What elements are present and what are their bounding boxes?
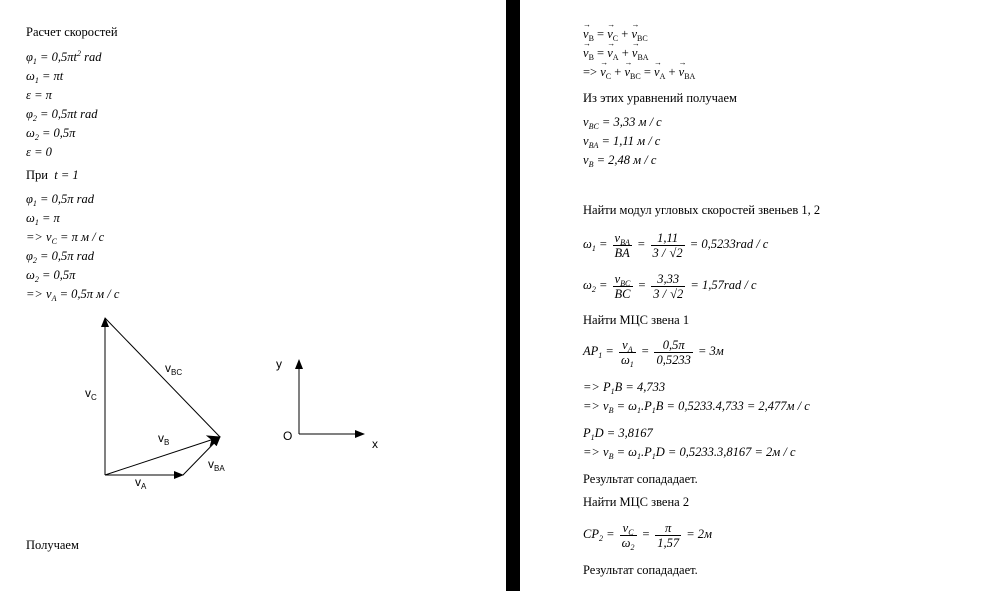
vba-label: $v_{BA}$ — [208, 457, 225, 473]
eps1-formula: ε = π — [26, 88, 52, 102]
omega1-calc: $\omega_1$ = $\frac{v_{BA}}{BA}$ = $\frac{1,11}{3 / √2}$ = 0,5233rad / с — [583, 230, 769, 260]
phi2-formula: $\varphi_2 = 0,5\pi t$ rad — [26, 107, 98, 123]
phi1-at-t1: $\varphi_1 = 0,5\pi$ rad — [26, 192, 94, 208]
vc-label: $v_C$ — [85, 386, 97, 402]
vbc-label: $v_{BC}$ — [165, 361, 183, 377]
p1b-result: => $P_1B = 4,733$ — [583, 380, 666, 396]
vbc-value: $v_{BC} = 3,33$ м / с — [583, 115, 662, 131]
va-result: => $v_A = 0,5\pi$ м / с — [26, 287, 120, 303]
vba-value: $v_{BA} = 1,11$ м / с — [583, 134, 661, 150]
t1-line: При t = 1 — [26, 168, 79, 182]
vector-eq-2: → $v_B$ = → $v_A$ + → $v_{BA}$ — [583, 46, 649, 60]
va-label: $v_A$ — [135, 475, 147, 491]
angular-heading: Найти модул угловых скоростей звеньев 1, 2 — [583, 203, 821, 217]
match-text-2: Результат сопададает. — [583, 563, 698, 577]
right-page — [520, 0, 1000, 591]
vc-result: => $v_C = \pi$ м / с — [26, 230, 105, 246]
page-divider — [506, 0, 520, 591]
omega2-formula: $\omega_2 = 0,5\pi$ — [26, 126, 76, 142]
equations-heading: Из этих уравнений получаем — [583, 91, 737, 105]
section-title: Расчет скоростей — [26, 25, 118, 39]
omega2-calc: $\omega_2$ = $\frac{v_{BC}}{BC}$ = $\frac{3,33}{3 / √2}$ = 1,57rad / с — [583, 271, 757, 301]
y-axis-label: y — [276, 357, 282, 371]
vbc-vector — [105, 318, 220, 437]
x-axis-label: x — [372, 437, 378, 451]
phi2-at-t1: $\varphi_2 = 0,5\pi$ rad — [26, 249, 94, 265]
vector-eq-3: => → $v_C$ + → $v_{BC}$ = → $v_A$ + → $v_{BA}$ — [583, 65, 695, 79]
cp2-calc: $CP_2$ = $\frac{v_C}{\omega_2}$ = $\frac{\pi}{1,57}$ = 2м — [583, 520, 712, 552]
vb-value: $v_B = 2,48$ м / с — [583, 153, 657, 169]
footer-text: Получаем — [26, 538, 79, 552]
ap1-calc: $AP_1$ = $\frac{v_A}{\omega_1}$ = $\frac{0,5\pi}{0,5233}$ = 3м — [583, 337, 724, 369]
vb-check-1: => $v_B = \omega_1.P_1B = 0,5233.4,733 = 2,477м / с$ — [583, 399, 810, 415]
eps2-formula: ε = 0 — [26, 145, 52, 159]
mcs1-heading: Найти МЦС звена 1 — [583, 313, 690, 327]
mcs2-heading: Найти МЦС звена 2 — [583, 495, 690, 509]
match-text-1: Результат сопададает. — [583, 472, 698, 486]
velocity-diagram — [70, 300, 430, 500]
omega1-formula: $\omega_1 = \pi t$ — [26, 69, 64, 85]
omega2-at-t1: $\omega_2 = 0,5\pi$ — [26, 268, 76, 284]
phi1-formula: $\varphi_1 = 0,5\pi t^2$ rad — [26, 49, 102, 66]
vector-eq-1: → $v_B$ = → $v_C$ + → $v_{BC}$ — [583, 27, 648, 41]
origin-label: O — [283, 429, 293, 443]
vb-check-2: => $v_B = \omega_1.P_1D = 0,5233.3,8167 = 2м / с$ — [583, 445, 796, 461]
vb-label: $v_B$ — [158, 431, 170, 447]
omega1-at-t1: $\omega_1 = \pi$ — [26, 211, 60, 227]
p1d-result: $P_1D = 3,8167$ — [583, 426, 653, 442]
